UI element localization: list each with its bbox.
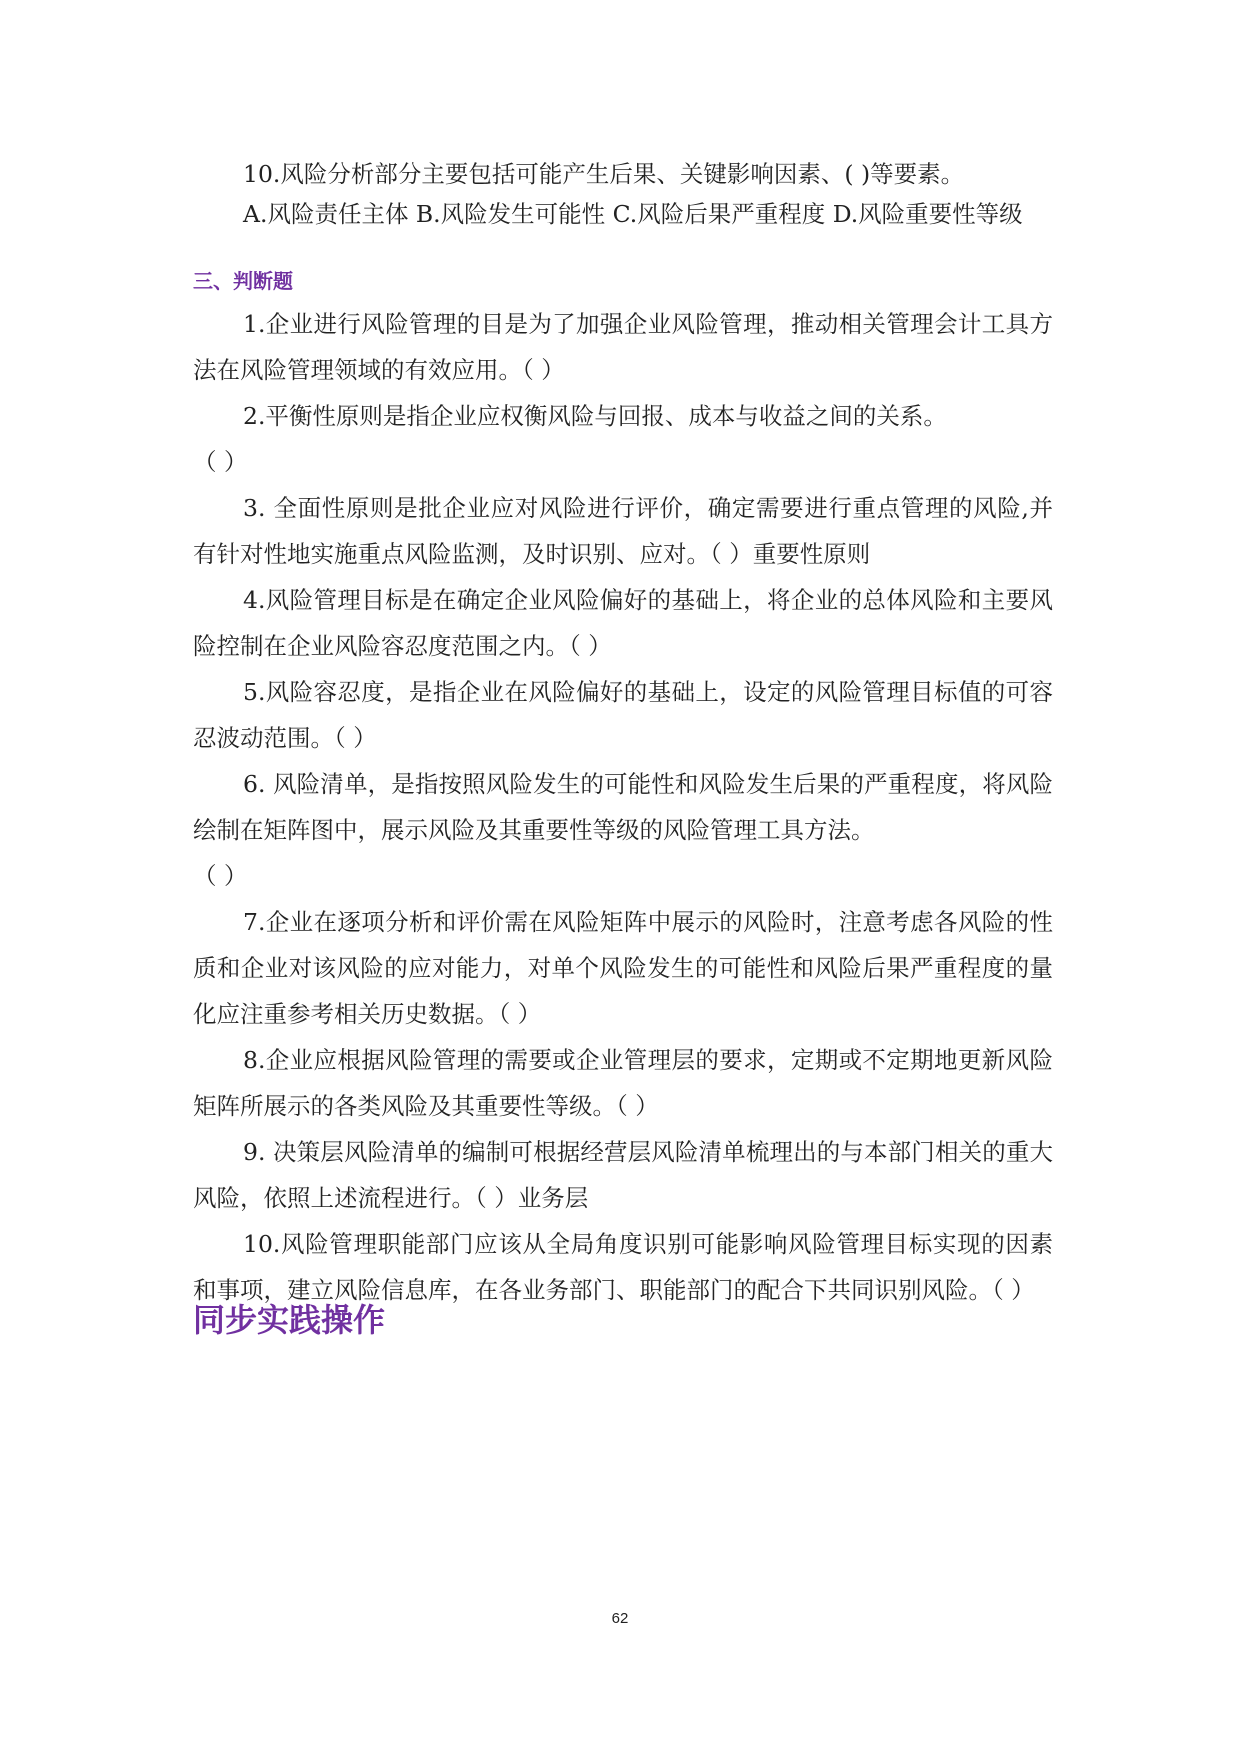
question-options: A.风险责任主体 B.风险发生可能性 C.风险后果严重程度 D.风险重要性等级 — [243, 200, 1023, 228]
judgement-item-3: 3. 全面性原则是批企业应对风险进行评价，确定需要进行重点管理的风险,并有针对性地实施重点风险监测，及时识别、应对。（ ）重要性原则 — [193, 494, 1053, 568]
judgement-item-6: 6. 风险清单，是指按照风险发生的可能性和风险发生后果的严重程度，将风险绘制在矩阵图中，展示风险及其重要性等级的风险管理工具方法。 — [193, 770, 1053, 844]
judgement-list — [193, 301, 1053, 1313]
judgement-item-7: 7.企业在逐项分析和评价需在风险矩阵中展示的风险时，注意考虑各风险的性质和企业对该风险的应对能力，对单个风险发生的可能性和风险后果严重程度的量化应注重参考相关历史数据。（ ） — [193, 908, 1053, 1028]
judgement-item-1: 1.企业进行风险管理的目是为了加强企业风险管理，推动相关管理会计工具方法在风险管理领域的有效应用。（ ） — [193, 310, 1053, 384]
judgement-item-9: 9. 决策层风险清单的编制可根据经营层风险清单梳理出的与本部门相关的重大风险，依照上述流程进行。（ ）业务层 — [193, 1138, 1053, 1212]
page-number: 62 — [611, 1610, 629, 1627]
heading-judgement: 三、判断题 — [193, 269, 293, 293]
judgement-item-10: 10.风险管理职能部门应该从全局角度识别可能影响风险管理目标实现的因素和事项，建立风险信息库，在各业务部门、职能部门的配合下共同识别风险。（ ） — [193, 1230, 1053, 1304]
practice-section — [193, 1295, 1053, 1341]
section-heading — [193, 265, 1053, 294]
judgement-item-5: 5.风险容忍度，是指企业在风险偏好的基础上，设定的风险管理目标值的可容忍波动范围。（ ） — [193, 678, 1053, 752]
question-stem: 10.风险分析部分主要包括可能产生后果、关键影响因素、( )等要素。 — [243, 160, 965, 188]
judgement-item-4: 4.风险管理目标是在确定企业风险偏好的基础上，将企业的总体风险和主要风险控制在企业风险容忍度范围之内。（ ） — [193, 586, 1053, 660]
judgement-item-2: 2.平衡性原则是指企业应权衡风险与回报、成本与收益之间的关系。 — [243, 402, 947, 430]
section-title: 同步实践操作 — [193, 1301, 386, 1339]
judgement-item-6-answer: （ ） — [193, 862, 248, 890]
judgement-item-2-answer: （ ） — [193, 448, 248, 476]
mc-question-10 — [193, 151, 1053, 237]
judgement-item-8: 8.企业应根据风险管理的需要或企业管理层的要求，定期或不定期地更新风险矩阵所展示的各类风险及其重要性等级。（ ） — [193, 1046, 1053, 1120]
